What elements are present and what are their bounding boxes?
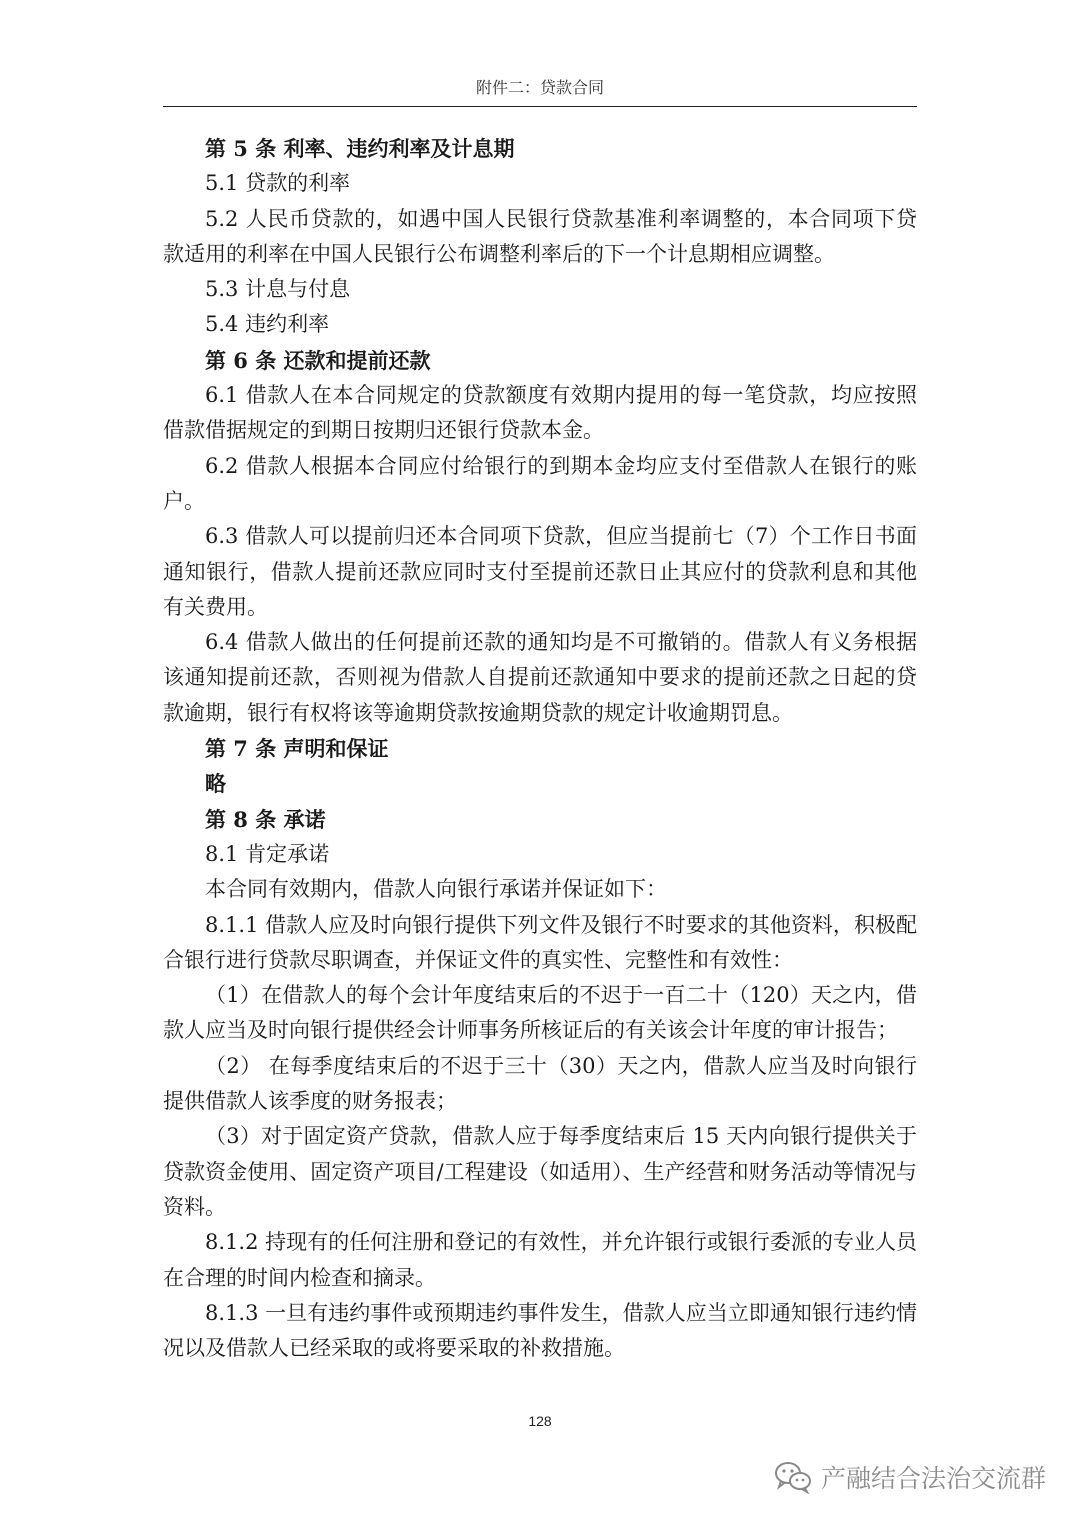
paragraph: 6.4 借款人做出的任何提前还款的通知均是不可撤销的。借款人有义务根据该通知提前还款，否则视为借款人自提前还款通知中要求的提前还款之日起的贷款逾期，银行有权将该等逾期贷款按逾期贷款的规定计收逾期罚息。 xyxy=(163,630,917,725)
page-number: 128 xyxy=(528,1413,552,1429)
section-heading: 第 5 条 利率、违约利率及计息期 xyxy=(205,136,515,161)
paragraph: 6.1 借款人在本合同规定的贷款额度有效期内提用的每一笔贷款，均应按照借款借据规定的到期日按期归还银行贷款本金。 xyxy=(163,383,917,443)
section-heading: 第 7 条 声明和保证 xyxy=(205,736,389,762)
paragraph: 5.4 违约利率 xyxy=(205,312,330,337)
section-heading: 第 6 条 还款和提前还款 xyxy=(205,347,431,373)
paragraph: 5.1 贷款的利率 xyxy=(205,171,351,196)
watermark xyxy=(773,1457,1046,1497)
paragraph: 6.2 借款人根据本合同应付给银行的到期本金均应支付至借款人在银行的账户。 xyxy=(163,453,917,513)
paragraph: （1）在借款人的每个会计年度结束后的不迟于一百二十（120）天之内，借款人应当及时向银行提供经会计师事务所核证后的有关该会计年度的审计报告； xyxy=(163,983,917,1043)
header-title: 附件二：贷款合同 xyxy=(475,78,604,97)
paragraph: 8.1.2 持现有的任何注册和登记的有效性，并允许银行或银行委派的专业人员在合理的时间内检查和摘录。 xyxy=(163,1230,917,1290)
wechat-icon xyxy=(773,1460,813,1494)
paragraph: 本合同有效期内，借款人向银行承诺并保证如下： xyxy=(205,877,667,902)
section-heading: 第 8 条 承诺 xyxy=(205,806,326,832)
paragraph: 5.2 人民币贷款的，如遇中国人民银行贷款基准利率调整的，本合同项下贷款适用的利率在中国人民银行公布调整利率后的下一个计息期相应调整。 xyxy=(163,206,917,266)
document-body xyxy=(163,131,917,1366)
paragraph: （2） 在每季度结束后的不迟于三十（30）天之内，借款人应当及时向银行提供借款人该季度的财务报表； xyxy=(163,1053,917,1114)
paragraph: 5.3 计息与付息 xyxy=(205,277,351,302)
watermark-text: 产融结合法治交流群 xyxy=(820,1464,1046,1493)
section-heading: 略 xyxy=(205,771,226,797)
paragraph: 8.1.1 借款人应及时向银行提供下列文件及银行不时要求的其他资料，积极配合银行进行贷款尽职调查，并保证文件的真实性、完整性和有效性： xyxy=(163,912,917,972)
paragraph: （3）对于固定资产贷款，借款人应于每季度结束后 15 天内向银行提供关于贷款资金使用、固定资产项目/工程建设（如适用）、生产经营和财务活动等情况与资料。 xyxy=(163,1124,917,1219)
paragraph: 8.1 肯定承诺 xyxy=(205,841,330,866)
page-header xyxy=(163,76,917,107)
paragraph: 8.1.3 一旦有违约事件或预期违约事件发生，借款人应当立即通知银行违约情况以及借款人已经采取的或将要采取的补救措施。 xyxy=(163,1300,917,1361)
paragraph: 6.3 借款人可以提前归还本合同项下贷款，但应当提前七（7）个工作日书面通知银行，借款人提前还款应同时支付至提前还款日止其应付的贷款利息和其他有关费用。 xyxy=(163,524,917,619)
